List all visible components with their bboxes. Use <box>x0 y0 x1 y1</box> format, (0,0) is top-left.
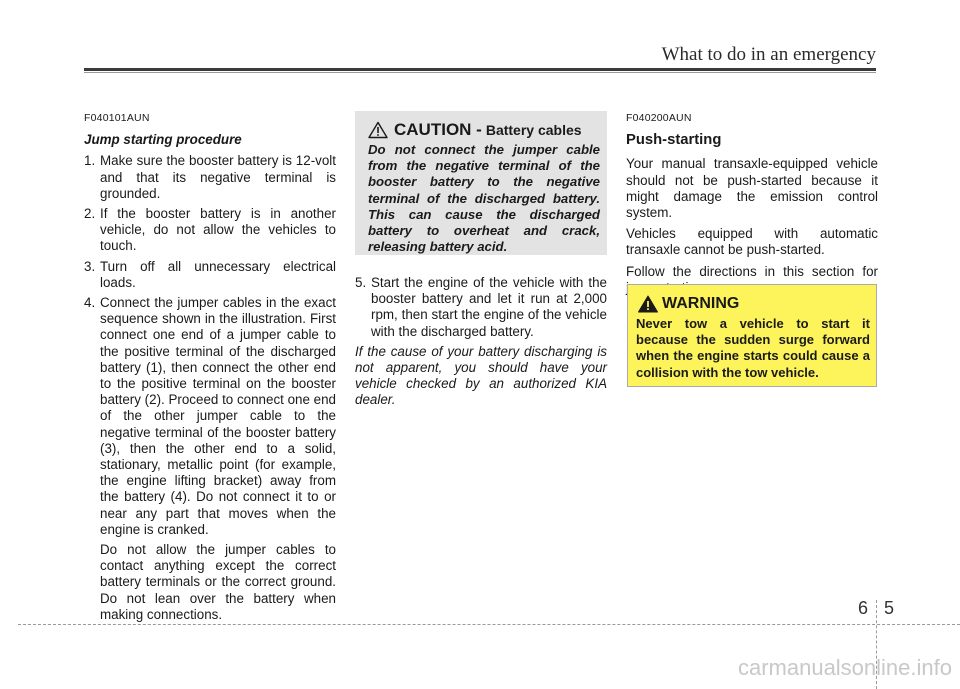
caution-title <box>368 120 582 140</box>
jumper-note: Do not allow the jumper cables to contact anything except the correct battery terminals or the correct ground. Do not lean over the battery when making connections. <box>100 542 336 622</box>
step-number: 3. <box>84 258 96 274</box>
step-3 <box>84 259 336 291</box>
step-2 <box>84 206 336 255</box>
watermark: carmanualsonline.info <box>737 655 952 680</box>
page-number: 5 <box>884 598 895 618</box>
step-5 <box>355 275 607 340</box>
step-text: If the booster battery is in another vehicle, do not allow the vehicles to touch. <box>100 206 336 254</box>
warning-box <box>627 284 877 387</box>
step-text: Start the engine of the vehicle with the booster battery and let it run at 2,000 rpm, then start the engine of the vehicle with the discharged battery. <box>371 275 607 339</box>
warning-triangle-icon <box>638 295 658 313</box>
step-text: Turn off all unnecessary electrical loads. <box>100 258 336 290</box>
right-column <box>626 110 878 301</box>
dealer-note: If the cause of your battery discharging is not apparent, you should have your vehicle checked by an authorized KIA dealer. <box>355 343 607 408</box>
footer-dashed-rule <box>18 624 960 625</box>
page-section-number: 6 <box>858 598 869 618</box>
caution-topic: Battery cables <box>485 122 582 138</box>
step-4 <box>84 295 336 538</box>
caution-label: CAUTION - <box>394 120 482 139</box>
subheading-jump-starting: Jump starting procedure <box>84 132 242 148</box>
caution-box <box>355 111 607 255</box>
step-text: Connect the jumper cables in the exact sequence shown in the illustration. First connect one end of a jumper cable to the positive terminal of the discharged battery (1), then connect the other end to the positive terminal on the booster battery (2). Proceed to connect one end of the other jumper cable to the negative terminal of the booster battery (3), then the other end to a solid, stationary, metallic point (for example, the engine lifting bracket) away from the battery (4). Do not connect it to or near any part that moves when the engine is cranked. <box>100 295 336 537</box>
step-text: Make sure the booster battery is 12-volt and that its negative terminal is grounded. <box>100 153 336 201</box>
step-number: 4. <box>84 295 96 311</box>
push-start-paragraph-1: Your manual transaxle-equipped vehicle should not be push-started because it might damage the emission control system. <box>626 156 878 221</box>
step-number: 1. <box>84 153 96 169</box>
push-start-paragraph-2: Vehicles equipped with automatic transaxle cannot be push-started. <box>626 226 878 258</box>
warning-title <box>638 295 739 313</box>
page-header-title: What to do in an emergency <box>661 44 876 65</box>
section-code: F040101AUN <box>84 112 150 124</box>
section-code: F040200AUN <box>626 112 692 124</box>
caution-triangle-icon <box>368 121 388 139</box>
warning-text: Never tow a vehicle to start it because the sudden surge forward when the engine starts could cause a collision with the tow vehicle. <box>636 316 870 380</box>
heading-push-starting: Push-starting <box>626 132 722 149</box>
step-1 <box>84 153 336 202</box>
caution-text: Do not connect the jumper cable from the negative terminal of the booster battery to the negative terminal of the discharged battery. This can cause the discharged battery to overheat and crack, releasing battery acid. <box>368 142 600 255</box>
header-rule <box>84 68 876 71</box>
middle-column <box>355 275 607 409</box>
step-number: 5. <box>355 275 367 290</box>
step-number: 2. <box>84 206 96 222</box>
left-column <box>84 110 336 628</box>
warning-label: WARNING <box>662 295 740 312</box>
push-start-paragraph-3: Follow the directions in this section for <box>626 263 878 279</box>
header-rule-thin <box>84 72 876 73</box>
